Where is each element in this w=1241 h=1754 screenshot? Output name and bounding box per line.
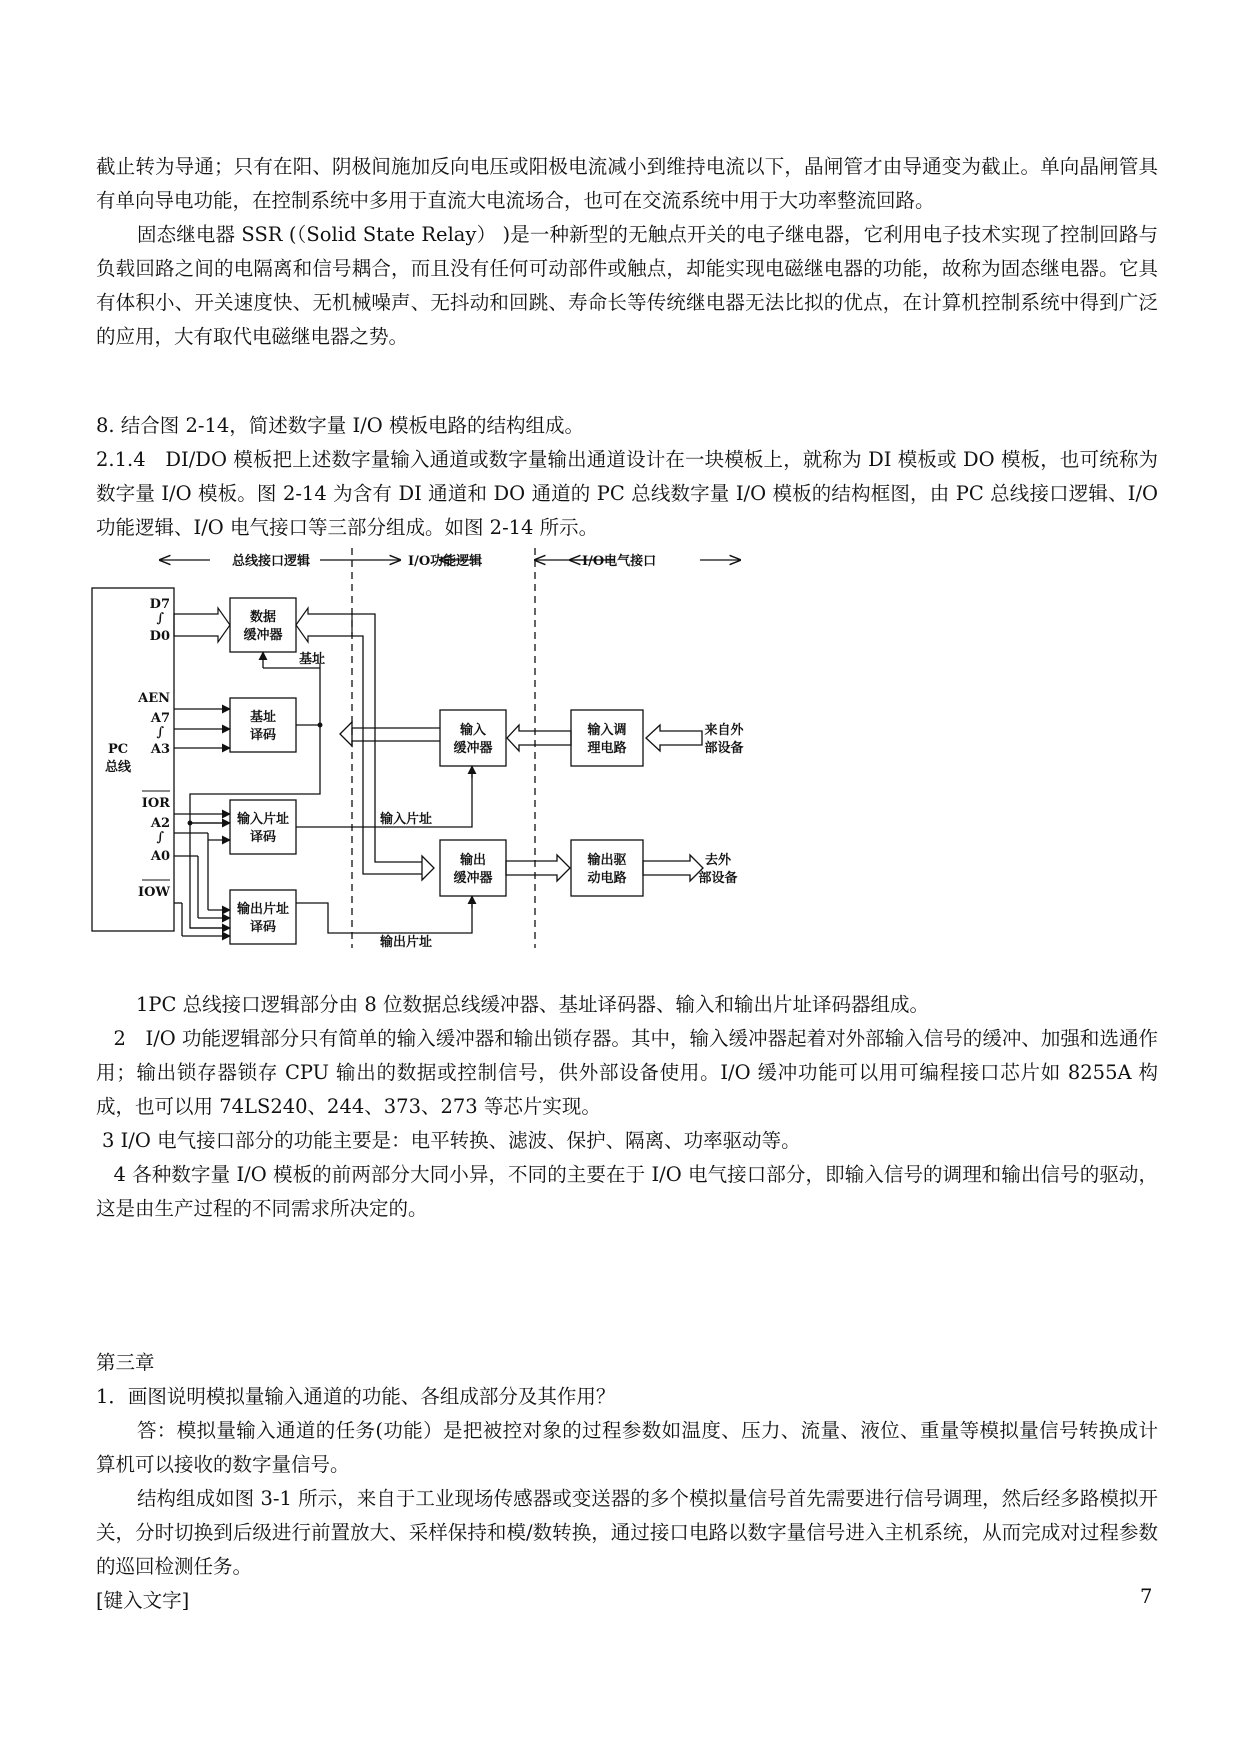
pin-a2: A2 [150, 816, 170, 831]
block-data-buffer-1: 数据 [249, 610, 277, 625]
pc-bus-label-1: PC [107, 742, 129, 757]
answer-paragraph-2: 结构组成如图 3-1 所示，来自于工业现场传感器或变送器的多个模拟量信号首先需要进行信号调理，然后经多路模拟开关，分时切换到后级进行前置放大、采样保持和模/数转换，通过接口电路以数字量信号进入主机系统，从而完成对过程参数的巡回检测任务。 [96, 1487, 1158, 1578]
pc-bus-label-2: 总线 [104, 760, 132, 775]
pin-range-mark: ∫ [156, 830, 164, 845]
list-item-1: 1PC 总线接口逻辑部分由 8 位数据总线缓冲器、基址译码器、输入和输出片址译码器组成。 [136, 993, 929, 1016]
pin-a7: A7 [150, 711, 170, 726]
label-in-chip-select: 输入片址 [379, 812, 433, 827]
block-output-buffer-2: 缓冲器 [453, 871, 493, 886]
block-input-conditioning-1: 输入调 [587, 723, 627, 738]
block-in-chip-decoder-1: 输入片址 [236, 812, 290, 827]
question-8: 8. 结合图 2-14，简述数字量 I/O 模板电路的结构组成。 [96, 414, 584, 437]
block-output-buffer-1: 输出 [459, 853, 487, 868]
block-input-buffer-2: 缓冲器 [453, 741, 493, 756]
block-in-chip-decoder-2: 译码 [249, 830, 277, 845]
label-from-external-1: 来自外 [704, 723, 744, 738]
pin-a0: A0 [150, 849, 170, 864]
pin-range-mark: ∫ [156, 611, 164, 626]
paragraph-thyristor: 截止转为导通；只有在阳、阴极间施加反向电压或阳极电流减小到维持电流以下，晶闸管才由导通变为截止。单向晶闸管具有单向导电功能，在控制系统中多用于直流大电流场合，也可在交流系统中用于大功率整流回路。 [96, 155, 1158, 212]
chapter-heading: 第三章 [96, 1351, 155, 1374]
label-base-address: 基址 [298, 652, 326, 667]
block-out-chip-decoder-1: 输出片址 [236, 902, 290, 917]
question-1: 1．画图说明模拟量输入通道的功能、各组成部分及其作用？ [96, 1385, 616, 1408]
label-out-chip-select: 输出片址 [379, 935, 433, 950]
pin-ior: IOR [141, 796, 170, 811]
section-label-bus-interface: 总线接口逻辑 [232, 554, 311, 569]
answer-paragraph-1: 答：模拟量输入通道的任务(功能）是把被控对象的过程参数如温度、压力、流量、液位、重量等模拟量信号转换成计算机可以接收的数字量信号。 [96, 1419, 1158, 1476]
pin-range-mark: ∫ [156, 725, 164, 740]
pin-d7: D7 [149, 597, 170, 612]
label-from-external-2: 部设备 [704, 741, 744, 756]
block-out-chip-decoder-2: 译码 [249, 920, 277, 935]
label-to-external-1: 去外 [704, 853, 732, 868]
page-number: 7 [1140, 1585, 1153, 1608]
list-item-2: 2 I/O 功能逻辑部分只有简单的输入缓冲器和输出锁存器。其中，输入缓冲器起着对外部输入信号的缓冲、加强和选通作用；输出锁存器锁存 CPU 输出的数据或控制信号，供外部设备使用。I/O 缓冲功能可以用可编程接口芯片如 8255A 构成，也可以用 74LS240、244、373、273 等芯片实现。 [96, 1027, 1158, 1118]
label-to-external-2: 部设备 [698, 871, 738, 886]
pin-a3: A3 [150, 742, 170, 757]
paragraph-ssr: 固态继电器 SSR (（Solid State Relay） )是一种新型的无触点开关的电子继电器，它利用电子技术实现了控制回路与负载回路之间的电隔离和信号耦合，而且没有任何可动部件或触点，却能实现电磁继电器的功能，故称为固态继电器。它具有体积小、开关速度快、无机械噪声、无抖动和回跳、寿命长等传统继电器无法比拟的优点，在计算机控制系统中得到广泛的应用，大有取代电磁继电器之势。 [96, 223, 1158, 348]
footer-placeholder-text: [键入文字] [96, 1589, 190, 1612]
list-item-4: 4 各种数字量 I/O 模板的前两部分大同小异，不同的主要在于 I/O 电气接口部分，即输入信号的调理和输出信号的驱动，这是由生产过程的不同需求所决定的。 [96, 1163, 1158, 1220]
block-data-buffer-2: 缓冲器 [243, 628, 283, 643]
list-item-3: 3 I/O 电气接口部分的功能主要是：电平转换、滤波、保护、隔离、功率驱动等。 [102, 1129, 801, 1152]
block-base-decoder-2: 译码 [249, 728, 277, 743]
io-board-block-diagram [90, 538, 750, 958]
block-input-conditioning-2: 理电路 [587, 741, 627, 756]
block-output-driver-2: 动电路 [587, 871, 627, 886]
block-input-buffer-1: 输入 [459, 723, 487, 738]
block-output-driver-1: 输出驱 [587, 853, 627, 868]
paragraph-dido-board: 2.1.4 DI/DO 模板把上述数字量输入通道或数字量输出通道设计在一块模板上，就称为 DI 模板或 DO 模板，也可统称为数字量 I/O 模板。图 2-14 为含有 DI 通道和 DO 通道的 PC 总线数字量 I/O 模板的结构框图，由 PC 总线接口逻辑、I/O 功能逻辑、I/O 电气接口等三部分组成。如图 2-14 所示。 [96, 448, 1158, 539]
section-label-io-function: I/O功能逻辑 [408, 554, 483, 569]
pin-d0: D0 [149, 629, 170, 644]
pin-aen: AEN [138, 691, 170, 706]
block-base-decoder-1: 基址 [249, 710, 277, 725]
pin-iow: IOW [137, 885, 170, 900]
section-label-io-electrical: I/O电气接口 [582, 554, 657, 569]
